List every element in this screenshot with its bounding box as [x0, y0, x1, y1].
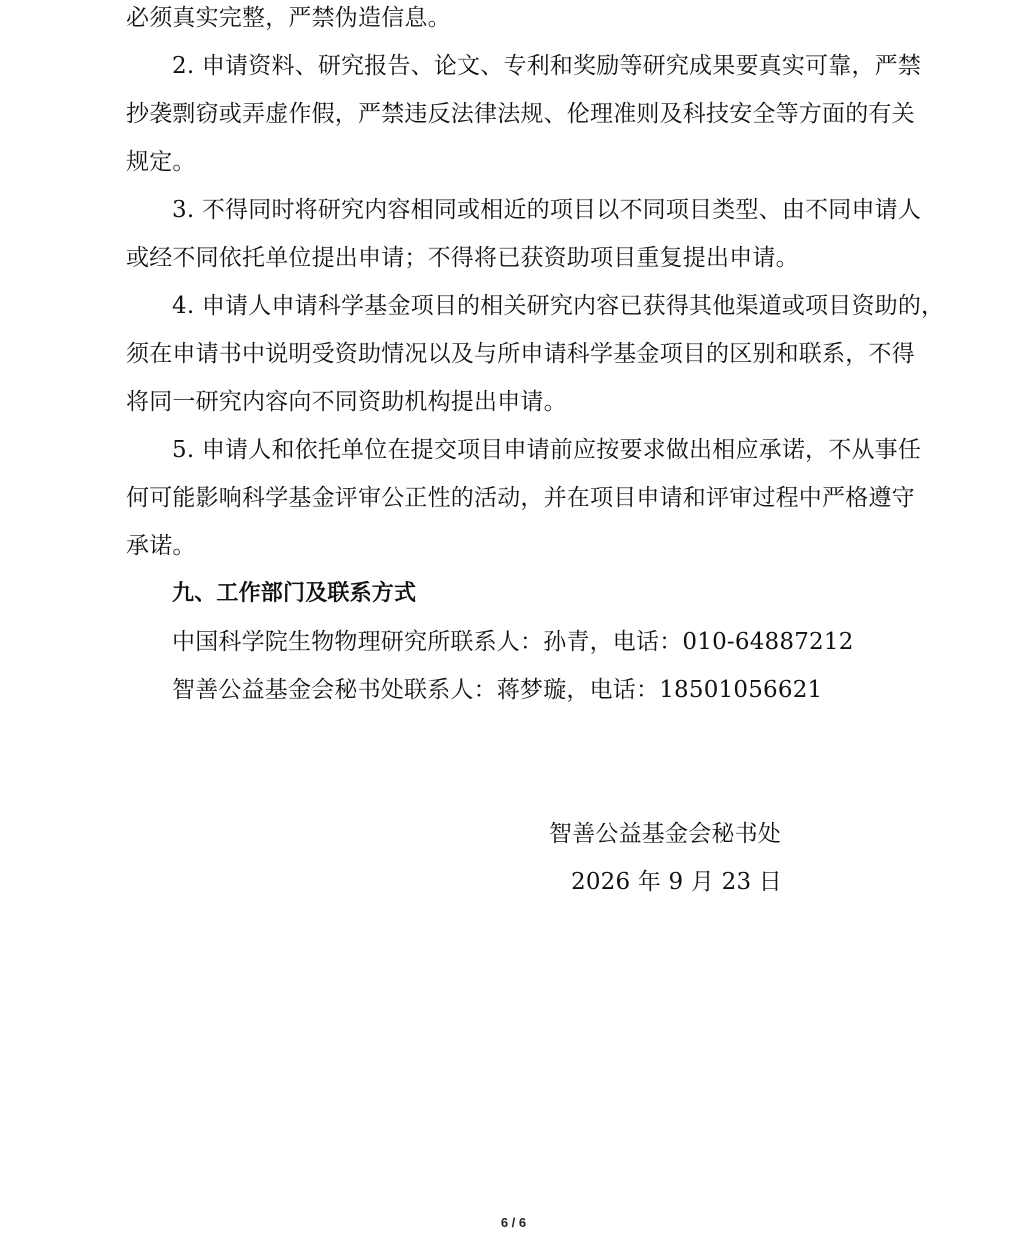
contact-line: 智善公益基金会秘书处联系人：蒋梦璇，电话：18501056621	[172, 677, 823, 703]
paragraph-line: 何可能影响科学基金评审公正性的活动，并在项目申请和评审过程中严格遵守	[126, 485, 915, 511]
paragraph-line: 2. 申请资料、研究报告、论文、专利和奖励等研究成果要真实可靠，严禁	[172, 53, 922, 79]
paragraph-line: 3. 不得同时将研究内容相同或相近的项目以不同项目类型、由不同申请人	[172, 197, 922, 223]
paragraph-line: 必须真实完整，严禁伪造信息。	[126, 5, 451, 31]
page-number: 6 / 6	[500, 1215, 527, 1230]
section-heading: 九、工作部门及联系方式	[172, 581, 417, 606]
paragraph-line: 将同一研究内容向不同资助机构提出申请。	[126, 389, 567, 415]
paragraph-line: 或经不同依托单位提出申请；不得将已获资助项目重复提出申请。	[126, 245, 799, 271]
paragraph-line: 抄袭剽窃或弄虚作假，严禁违反法律法规、伦理准则及科技安全等方面的有关	[126, 101, 915, 127]
paragraph-line: 须在申请书中说明受资助情况以及与所申请科学基金项目的区别和联系，不得	[126, 341, 915, 367]
signature-org: 智善公益基金会秘书处	[549, 821, 781, 847]
paragraph-line: 5. 申请人和依托单位在提交项目申请前应按要求做出相应承诺，不从事任	[172, 437, 922, 463]
signature-date: 2026 年 9 月 23 日	[571, 869, 782, 895]
paragraph-line: 4. 申请人申请科学基金项目的相关研究内容已获得其他渠道或项目资助的，	[172, 293, 945, 319]
contact-line: 中国科学院生物物理研究所联系人：孙青，电话：010-64887212	[172, 629, 854, 655]
paragraph-line: 规定。	[126, 149, 196, 175]
paragraph-line: 承诺。	[126, 533, 196, 559]
